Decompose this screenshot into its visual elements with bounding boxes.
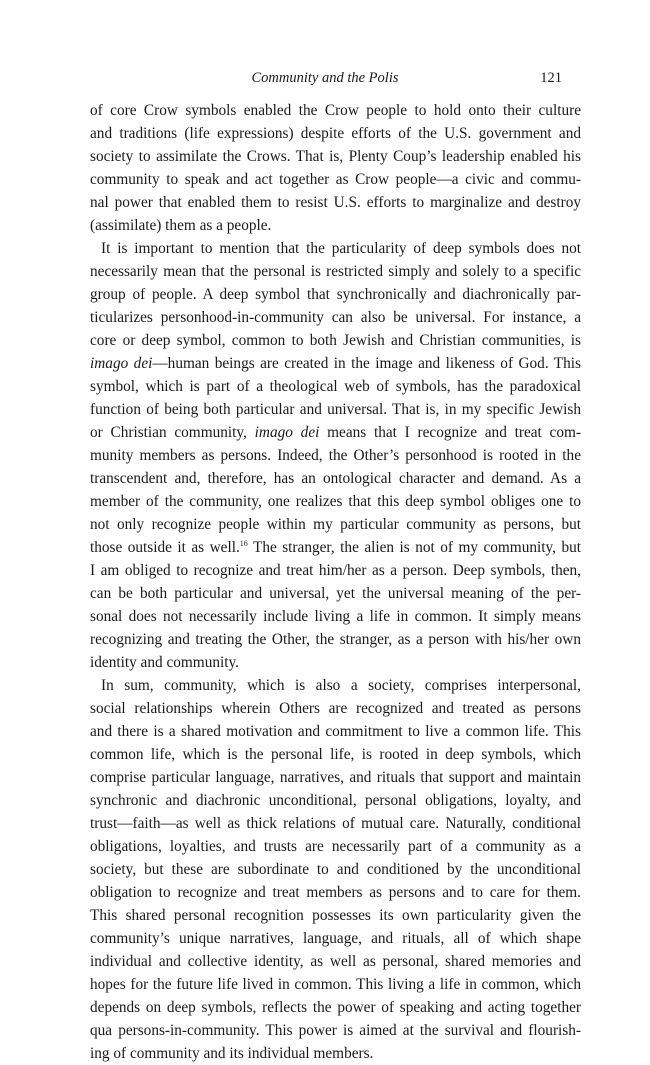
line-text: individual and collective identity, as well as personal, shared memories and (90, 953, 581, 970)
running-title: Community and the Polis (251, 70, 399, 86)
text-line (90, 605, 581, 628)
line-text: of core Crow symbols enabled the Crow people to hold onto their culture (90, 102, 581, 119)
line-text: symbol, which is part of a theological web of symbols, has the paradoxical (90, 378, 581, 395)
footnote-marker: 16 (239, 539, 248, 548)
line-text: It is important to mention that the particularity of deep symbols does not (101, 240, 581, 257)
line-text: —human beings are created in the image and likeness of God. This (152, 355, 581, 372)
line-text: and there is a shared motivation and commitment to live a common life. This (90, 723, 581, 740)
line-text: or Christian community, (90, 424, 255, 441)
text-line (90, 697, 581, 720)
line-text: This shared personal recognition possesses its own particularity given the (90, 907, 581, 924)
line-text: community to speak and act together as Crow people—a civic and commu- (90, 171, 581, 188)
line-text: nal power that enabled them to resist U.S. efforts to marginalize and destroy (90, 194, 581, 211)
text-line (90, 260, 581, 283)
line-text: hopes for the future life lived in common. This living a life in common, which (90, 976, 581, 993)
line-text: those outside it as well. (90, 539, 240, 556)
line-text: means that I recognize and treat com- (319, 424, 581, 441)
italic-term: imago dei (90, 355, 153, 372)
line-text: necessarily mean that the personal is restricted simply and solely to a specific (90, 263, 581, 280)
line-text: recognizing and treating the Other, the stranger, as a person with his/her own (90, 631, 581, 648)
line-text: qua persons-in-community. This power is aimed at the survival and flourish- (90, 1022, 581, 1039)
text-line (90, 1019, 581, 1042)
text-line (90, 283, 581, 306)
line-text: core or deep symbol, common to both Jewish and Christian communities, is (90, 332, 581, 349)
text-line (90, 237, 581, 260)
line-text: munity members as persons. Indeed, the Other’s personhood is rooted in the (90, 447, 581, 464)
line-text: (assimilate) them as a people. (90, 217, 272, 234)
page-number: 121 (540, 70, 562, 86)
line-text: function of being both particular and universal. That is, in my specific Jewish (90, 401, 581, 418)
line-text: social relationships wherein Others are recognized and treated as persons (90, 700, 581, 717)
text-line (90, 766, 581, 789)
line-text: community’s unique narratives, language, and rituals, all of which shape (90, 930, 581, 947)
text-line (90, 352, 581, 375)
text-line (90, 950, 581, 973)
text-line (90, 628, 581, 651)
line-text: and traditions (life expressions) despite efforts of the U.S. government and (90, 125, 581, 142)
text-line (90, 421, 581, 444)
line-text: synchronic and diachronic unconditional, personal obligations, loyalty, and (90, 792, 581, 809)
text-line (90, 99, 581, 122)
text-line (90, 559, 581, 582)
text-line (90, 214, 581, 237)
text-line (90, 329, 581, 352)
line-text: trust—faith—as well as thick relations of mutual care. Naturally, conditional (90, 815, 581, 832)
text-line (90, 375, 581, 398)
text-line (90, 789, 581, 812)
text-line (90, 490, 581, 513)
text-line (90, 674, 581, 697)
text-line (90, 1042, 581, 1065)
text-line (90, 122, 581, 145)
line-text: ing of community and its individual members. (90, 1045, 374, 1062)
text-line (90, 881, 581, 904)
line-text: ticularizes personhood-in-community can also be universal. For instance, a (90, 309, 581, 326)
text-line (90, 904, 581, 927)
body-text (90, 99, 581, 1065)
text-line (90, 858, 581, 881)
text-line (90, 191, 581, 214)
text-line (90, 467, 581, 490)
italic-term: imago dei (254, 424, 320, 441)
line-text: not only recognize people within my particular community as persons, but (90, 516, 581, 533)
text-line (90, 835, 581, 858)
line-text: common life, which is the personal life, is rooted in deep symbols, which (90, 746, 581, 763)
line-text: transcendent and, therefore, has an ontological character and demand. As a (90, 470, 581, 487)
text-line (90, 743, 581, 766)
text-line (90, 145, 581, 168)
text-line (90, 651, 581, 674)
line-text: member of the community, one realizes that this deep symbol obliges one to (90, 493, 581, 510)
line-text: In sum, community, which is also a society, comprises interpersonal, (101, 677, 581, 694)
text-line (90, 513, 581, 536)
text-line (90, 996, 581, 1019)
text-line (90, 812, 581, 835)
running-head (0, 68, 650, 88)
text-line (90, 582, 581, 605)
line-text: identity and community. (90, 654, 239, 671)
line-text: comprise particular language, narratives, and rituals that support and maintain (90, 769, 581, 786)
text-line (90, 398, 581, 421)
text-line (90, 444, 581, 467)
text-line (90, 168, 581, 191)
line-text: I am obliged to recognize and treat him/her as a person. Deep symbols, then, (90, 562, 581, 579)
line-text: society to assimilate the Crows. That is, Plenty Coup’s leadership enabled his (90, 148, 581, 165)
line-text: can be both particular and universal, yet the universal meaning of the per- (90, 585, 581, 602)
text-line (90, 306, 581, 329)
line-text: group of people. A deep symbol that synchronically and diachronically par- (90, 286, 581, 303)
text-line (90, 536, 581, 559)
line-text: depends on deep symbols, reflects the power of speaking and acting together (90, 999, 581, 1016)
text-line (90, 720, 581, 743)
text-line (90, 973, 581, 996)
line-text: obligations, loyalties, and trusts are necessarily part of a community as a (90, 838, 581, 855)
line-text: obligation to recognize and treat members as persons and to care for them. (90, 884, 581, 901)
line-text: society, but these are subordinate to and conditioned by the unconditional (90, 861, 581, 878)
line-text: The stranger, the alien is not of my community, but (247, 539, 581, 556)
line-text: sonal does not necessarily include living a life in common. It simply means (90, 608, 581, 625)
text-line (90, 927, 581, 950)
